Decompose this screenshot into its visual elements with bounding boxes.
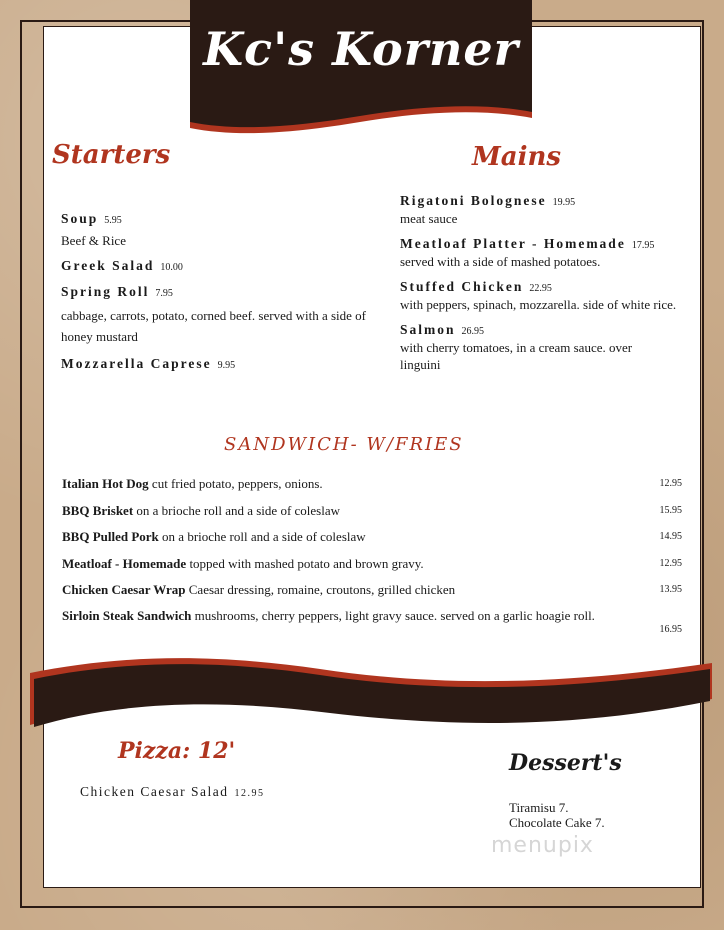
sandwich-row [62,503,682,519]
item-desc: with cherry tomatoes, in a cream sauce. over linguini [400,340,633,372]
restaurant-title: Kc's Korner [203,22,519,76]
item-desc: on a brioche roll and a side of coleslaw [158,529,366,544]
sandwich-row [62,608,682,635]
dessert-list [509,800,605,830]
item-price: 19.95 [552,197,576,208]
item-name: Stuffed Chicken [400,279,524,294]
starters-list [61,210,371,381]
item-price: 10.00 [160,262,183,273]
item-desc: meat sauce [400,211,458,226]
item-desc: served with a side of mashed potatoes. [400,254,601,269]
item-desc: Beef & Rice [61,233,126,248]
item-price: 14.95 [659,531,682,542]
sandwich-row [62,476,682,492]
item-desc: cut fried potato, peppers, onions. [148,476,323,491]
menu-item [61,355,371,373]
item-price: 7.95 [155,288,173,299]
item-name: BBQ Pulled Pork [62,529,159,544]
item-desc: cabbage, carrots, potato, corned beef. served with a side of honey mustard [61,308,367,344]
item-name: Spring Roll [61,284,150,299]
item-name: Meatloaf - Homemade [62,556,187,571]
mains-title: Mains [472,142,562,172]
sandwich-row [62,529,682,545]
menu-item [80,784,264,800]
sandwich-row [62,582,682,598]
item-price: 17.95 [631,240,655,251]
item-name: BBQ Brisket [62,503,134,518]
item-name: Italian Hot Dog [62,476,149,491]
item-price: 26.95 [461,326,485,337]
menu-item [400,321,685,373]
item-price: 5.95 [104,215,122,226]
list-item: Chocolate Cake 7. [509,815,605,830]
item-desc: topped with mashed potato and brown gravy. [186,556,424,571]
item-name: Sirloin Steak Sandwich [62,608,192,623]
starters-title: Starters [52,140,171,170]
mains-list [400,192,685,381]
menu-item [61,283,371,347]
sandwich-row [62,556,682,572]
item-name: Salmon [400,322,456,337]
item-price: 22.95 [529,283,552,294]
menu-item [400,235,685,270]
item-price: 12.95 [659,558,682,569]
pizza-title: Pizza: 12' [118,738,236,764]
list-item: Tiramisu 7. [509,800,569,815]
item-price: 16.95 [659,624,682,635]
item-name: Mozzarella Caprese [61,356,212,371]
sandwich-title: SANDWICH- W/FRIES [224,434,464,455]
item-price: 12.95 [659,478,682,489]
item-name: Chicken Caesar Wrap [62,582,186,597]
menu-item [61,210,371,249]
item-name: Greek Salad [61,258,155,273]
menu-item [61,257,371,275]
desserts-title: Dessert's [509,750,622,776]
item-name: Chicken Caesar Salad [80,784,229,799]
watermark: menupix [491,833,594,858]
wave-divider [30,655,712,742]
item-price: 15.95 [659,505,682,516]
menu-item [400,278,685,313]
item-desc: on a brioche roll and a side of coleslaw [133,503,341,518]
item-name: Rigatoni Bolognese [400,193,547,208]
item-price: 13.95 [659,584,682,595]
item-price: 9.95 [217,360,236,371]
item-desc: Caesar dressing, romaine, croutons, grilled chicken [185,582,456,597]
item-price: 12.95 [234,788,265,799]
menu-item [400,192,685,227]
item-desc: mushrooms, cherry peppers, light gravy sauce. served on a garlic hoagie roll. [191,608,595,623]
item-name: Meatloaf Platter - Homemade [400,236,626,251]
item-name: Soup [61,211,99,226]
item-desc: with peppers, spinach, mozzarella. side of white rice. [400,297,677,312]
